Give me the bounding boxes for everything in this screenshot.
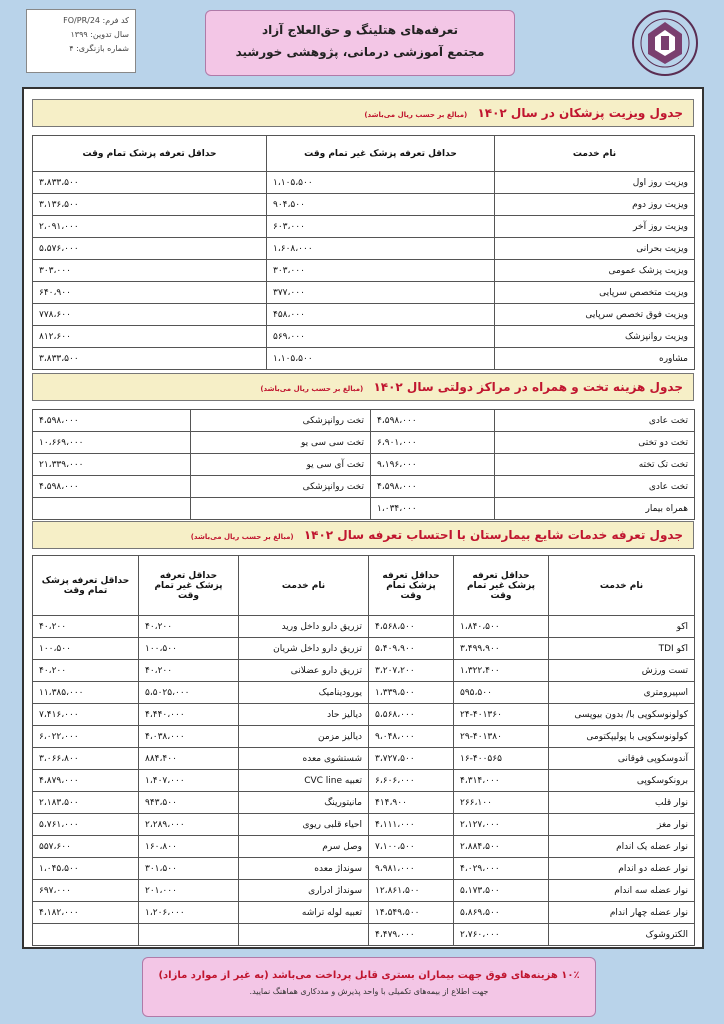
service-name-cell	[191, 498, 371, 520]
beds-rows	[33, 410, 695, 520]
service-name-cell: تخت دو تختی	[495, 432, 695, 454]
price-cell: ۴،۱۸۲،۰۰۰	[33, 902, 139, 924]
price-cell: ۳،۷۲۷،۵۰۰	[369, 748, 454, 770]
services-table	[32, 555, 695, 946]
visits-header-fulltime: حداقل تعرفه پزشک تمام وقت	[33, 136, 267, 172]
document-code-box	[26, 9, 136, 73]
price-cell: ۴۰،۲۰۰	[139, 660, 239, 682]
service-name-cell: اسپیرومتری	[549, 682, 695, 704]
price-cell: ۴،۵۹۸،۰۰۰	[371, 410, 495, 432]
price-cell: ۴،۵۹۸،۰۰۰	[33, 410, 191, 432]
price-cell: ۶،۰۲۲،۰۰۰	[33, 726, 139, 748]
price-cell: ۳،۰۶۶،۸۰۰	[33, 748, 139, 770]
price-cell: ۵۶۹،۰۰۰	[267, 326, 495, 348]
service-name-cell: ویزیت پزشک عمومی	[495, 260, 695, 282]
price-cell: ۵،۷۶۱،۰۰۰	[33, 814, 139, 836]
visits-header-service: نام خدمت	[495, 136, 695, 172]
table-row	[33, 498, 695, 520]
price-cell: ۴،۵۶۸،۵۰۰	[369, 616, 454, 638]
service-name-cell: برونکوسکوپی	[549, 770, 695, 792]
price-cell: ۴،۳۱۴،۰۰۰	[454, 770, 549, 792]
header-banner	[205, 10, 515, 76]
price-cell: ۱،۱۰۵،۵۰۰	[267, 348, 495, 370]
price-cell: ۴۵۸،۰۰۰	[267, 304, 495, 326]
price-cell: ۱،۱۰۵،۵۰۰	[267, 172, 495, 194]
service-name-cell: تخت سی سی یو	[191, 432, 371, 454]
price-cell: ۴،۰۲۹،۰۰۰	[454, 858, 549, 880]
price-cell: ۲۱،۳۳۹،۰۰۰	[33, 454, 191, 476]
price-cell: ۴،۱۱۱،۰۰۰	[369, 814, 454, 836]
price-cell: ۵،۱۷۳،۵۰۰	[454, 880, 549, 902]
service-name-cell: تخت عادی	[495, 476, 695, 498]
table-row	[33, 748, 695, 770]
service-name-cell: اکو TDI	[549, 638, 695, 660]
visits-note: (مبالغ بر حسب ریال می‌باشد)	[364, 111, 468, 119]
service-name-cell: نوار عضله دو اندام	[549, 858, 695, 880]
price-cell: ۲۴-۴۰۱۳۶۰	[454, 704, 549, 726]
price-cell: ۳،۸۳۳،۵۰۰	[33, 348, 267, 370]
service-name-cell: نوار عضله چهار اندام	[549, 902, 695, 924]
service-name-cell: تزریق دارو داخل ورید	[239, 616, 369, 638]
table-row	[33, 704, 695, 726]
price-cell: ۵۵۷،۶۰۰	[33, 836, 139, 858]
table-row	[33, 880, 695, 902]
beds-section-title	[32, 373, 694, 401]
table-row	[33, 172, 695, 194]
service-name-cell: مانیتورینگ	[239, 792, 369, 814]
price-cell: ۷۷۸،۶۰۰	[33, 304, 267, 326]
price-cell: ۲،۲۸۹،۰۰۰	[139, 814, 239, 836]
price-cell: ۱،۳۲۲،۴۰۰	[454, 660, 549, 682]
table-row	[33, 194, 695, 216]
price-cell: ۴،۰۳۸،۰۰۰	[139, 726, 239, 748]
table-row	[33, 770, 695, 792]
price-cell: ۱۰۰،۵۰۰	[33, 638, 139, 660]
services-title: جدول تعرفه خدمات شایع بیمارستان با احتساب تعرفه سال ۱۴۰۲	[303, 528, 683, 542]
service-name-cell: ویزیت روز اول	[495, 172, 695, 194]
price-cell: ۱،۰۳۴،۰۰۰	[371, 498, 495, 520]
service-name-cell: نوار عضله یک اندام	[549, 836, 695, 858]
service-name-cell: احیاء قلبی ریوی	[239, 814, 369, 836]
price-cell: ۲،۰۹۱،۰۰۰	[33, 216, 267, 238]
service-name-cell: اکو	[549, 616, 695, 638]
beds-note: (مبالغ بر حسب ریال می‌باشد)	[260, 385, 364, 393]
service-name-cell: شستشوی معده	[239, 748, 369, 770]
price-cell: ۳۷۷،۰۰۰	[267, 282, 495, 304]
service-name-cell: دیالیز مزمن	[239, 726, 369, 748]
service-name-cell: تخت عادی	[495, 410, 695, 432]
service-name-cell: ویزیت روانپزشک	[495, 326, 695, 348]
table-row	[33, 282, 695, 304]
price-cell: ۱۰،۶۶۹،۰۰۰	[33, 432, 191, 454]
services-header-parttime-b: حداقل تعرفه پزشک غیر تمام وقت	[139, 556, 239, 616]
service-name-cell: ویزیت روز آخر	[495, 216, 695, 238]
table-row	[33, 260, 695, 282]
price-cell: ۱۶-۴۰۰۵۶۵	[454, 748, 549, 770]
price-cell	[33, 924, 139, 946]
price-cell: ۶،۶۰۶،۰۰۰	[369, 770, 454, 792]
footer-note-box	[142, 957, 596, 1017]
price-cell: ۸۱۲،۶۰۰	[33, 326, 267, 348]
service-name-cell: الکتروشوک	[549, 924, 695, 946]
table-row	[33, 238, 695, 260]
service-name-cell: تعبیه CVC line	[239, 770, 369, 792]
service-name-cell: نوار مغز	[549, 814, 695, 836]
price-cell: ۹،۰۴۸،۰۰۰	[369, 726, 454, 748]
price-cell: ۶۹۷،۰۰۰	[33, 880, 139, 902]
services-section-title	[32, 521, 694, 549]
price-cell: ۵،۵۶۸،۰۰۰	[369, 704, 454, 726]
price-cell: ۴۰،۲۰۰	[139, 616, 239, 638]
service-name-cell: ویزیت فوق تخصص سرپایی	[495, 304, 695, 326]
service-name-cell: تخت آی سی یو	[191, 454, 371, 476]
services-note: (مبالغ بر حسب ریال می‌باشد)	[190, 533, 294, 541]
price-cell: ۴،۴۷۹،۰۰۰	[369, 924, 454, 946]
service-name-cell: تزریق دارو عضلانی	[239, 660, 369, 682]
header-subtitle: مجتمع آموزشی درمانی، پژوهشی خورشید	[235, 45, 485, 59]
visits-rows	[33, 172, 695, 370]
table-row	[33, 432, 695, 454]
services-header-service-a: نام خدمت	[549, 556, 695, 616]
visits-header-parttime: حداقل تعرفه پزشک غیر تمام وقت	[267, 136, 495, 172]
services-header-service-b: نام خدمت	[239, 556, 369, 616]
service-name-cell	[239, 924, 369, 946]
service-name-cell: نوار قلب	[549, 792, 695, 814]
service-name-cell: تخت روانپزشکی	[191, 476, 371, 498]
price-cell: ۱،۸۴۰،۵۰۰	[454, 616, 549, 638]
price-cell: ۲۶۶،۱۰۰	[454, 792, 549, 814]
price-cell: ۲،۸۸۴،۵۰۰	[454, 836, 549, 858]
price-cell: ۴۰،۲۰۰	[33, 660, 139, 682]
price-cell	[139, 924, 239, 946]
price-cell: ۱،۳۳۹،۵۰۰	[369, 682, 454, 704]
price-cell: ۳۰۳،۰۰۰	[33, 260, 267, 282]
table-row	[33, 476, 695, 498]
price-cell: ۹۰۴،۵۰۰	[267, 194, 495, 216]
price-cell: ۱۱،۳۸۵،۰۰۰	[33, 682, 139, 704]
service-name-cell: مشاوره	[495, 348, 695, 370]
service-name-cell: کولونوسکوپی با/ بدون بیوپسی	[549, 704, 695, 726]
price-cell: ۲،۷۶۰،۰۰۰	[454, 924, 549, 946]
price-cell: ۱۰۰،۵۰۰	[139, 638, 239, 660]
price-cell: ۳۰۱،۵۰۰	[139, 858, 239, 880]
price-cell: ۵،۵۰۲۵،۰۰۰	[139, 682, 239, 704]
service-name-cell: آندوسکوپی فوقانی	[549, 748, 695, 770]
service-name-cell: تست ورزش	[549, 660, 695, 682]
table-row	[33, 902, 695, 924]
price-cell: ۵۹۵،۵۰۰	[454, 682, 549, 704]
price-cell: ۴۱۴،۹۰۰	[369, 792, 454, 814]
service-name-cell: تخت تک تخته	[495, 454, 695, 476]
price-cell	[33, 498, 191, 520]
price-cell: ۱۴،۵۴۹،۵۰۰	[369, 902, 454, 924]
table-row	[33, 348, 695, 370]
table-row	[33, 304, 695, 326]
table-row	[33, 326, 695, 348]
price-cell: ۹،۹۸۱،۰۰۰	[369, 858, 454, 880]
beds-table	[32, 409, 695, 520]
visits-section-title	[32, 99, 694, 127]
services-rows	[33, 616, 695, 946]
price-cell: ۶۰۳،۰۰۰	[267, 216, 495, 238]
service-name-cell: سونداژ ادراری	[239, 880, 369, 902]
price-cell: ۵،۸۶۹،۵۰۰	[454, 902, 549, 924]
price-cell: ۵،۴۰۹،۹۰۰	[369, 638, 454, 660]
price-cell: ۵،۵۷۶،۰۰۰	[33, 238, 267, 260]
table-row	[33, 660, 695, 682]
price-cell: ۲،۱۲۷،۰۰۰	[454, 814, 549, 836]
service-name-cell: دیالیز حاد	[239, 704, 369, 726]
price-cell: ۸۸۴،۴۰۰	[139, 748, 239, 770]
form-code: FO/PR/24 :کد فرم	[63, 16, 129, 25]
price-cell: ۴،۵۹۸،۰۰۰	[33, 476, 191, 498]
form-revision: شماره بازنگری: ۴	[69, 44, 129, 53]
price-cell: ۹۴۳،۵۰۰	[139, 792, 239, 814]
price-cell: ۱۲،۸۶۱،۵۰۰	[369, 880, 454, 902]
form-year: سال تدوین: ۱۳۹۹	[70, 30, 129, 39]
table-row	[33, 216, 695, 238]
service-name-cell: تعبیه لوله تراشه	[239, 902, 369, 924]
price-cell: ۳،۸۳۳،۵۰۰	[33, 172, 267, 194]
price-cell: ۹،۱۹۶،۰۰۰	[371, 454, 495, 476]
price-cell: ۳۰۳،۰۰۰	[267, 260, 495, 282]
price-cell: ۱،۰۴۵،۵۰۰	[33, 858, 139, 880]
beds-title: جدول هزینه تخت و همراه در مراکز دولتی سال ۱۴۰۲	[373, 380, 683, 394]
price-cell: ۶،۹۰۱،۰۰۰	[371, 432, 495, 454]
footer-main-note: ۱۰٪ هزینه‌های فوق جهت بیماران بستری قابل پرداخت می‌باشد (به غیر از موارد مازاد)	[158, 970, 580, 981]
service-name-cell: تزریق دارو داخل شریان	[239, 638, 369, 660]
price-cell: ۴۰،۲۰۰	[33, 616, 139, 638]
price-cell: ۱۶۰،۸۰۰	[139, 836, 239, 858]
price-cell: ۲۰۱،۰۰۰	[139, 880, 239, 902]
price-cell: ۷،۱۰۰،۵۰۰	[369, 836, 454, 858]
table-row	[33, 814, 695, 836]
price-cell: ۳،۲۰۷،۲۰۰	[369, 660, 454, 682]
price-cell: ۴،۴۴۰،۰۰۰	[139, 704, 239, 726]
services-header-parttime-a: حداقل تعرفه پزشک غیر تمام وقت	[454, 556, 549, 616]
visits-title: جدول ویزیت پزشکان در سال ۱۴۰۲	[477, 106, 683, 120]
table-row	[33, 792, 695, 814]
price-cell: ۷،۴۱۶،۰۰۰	[33, 704, 139, 726]
main-content	[22, 87, 704, 949]
services-header-fulltime-b: حداقل تعرفه پزشک تمام وقت	[33, 556, 139, 616]
service-name-cell: کولونوسکوپی با پولیپکتومی	[549, 726, 695, 748]
price-cell: ۱،۴۰۷،۰۰۰	[139, 770, 239, 792]
price-cell: ۳،۴۹۹،۹۰۰	[454, 638, 549, 660]
visits-table	[32, 135, 695, 370]
price-cell: ۱،۲۰۶،۰۰۰	[139, 902, 239, 924]
table-row	[33, 858, 695, 880]
table-row	[33, 836, 695, 858]
header-title: تعرفه‌های هتلینگ و حق‌العلاج آزاد	[262, 23, 458, 37]
service-name-cell: همراه بیمار	[495, 498, 695, 520]
price-cell: ۴،۸۷۹،۰۰۰	[33, 770, 139, 792]
price-cell: ۱،۶۰۸،۰۰۰	[267, 238, 495, 260]
service-name-cell: ویزیت بحرانی	[495, 238, 695, 260]
table-row	[33, 616, 695, 638]
service-name-cell: تخت روانپزشکی	[191, 410, 371, 432]
service-name-cell: ویزیت روز دوم	[495, 194, 695, 216]
price-cell: ۶۴۰،۹۰۰	[33, 282, 267, 304]
table-row	[33, 410, 695, 432]
service-name-cell: سونداژ معده	[239, 858, 369, 880]
service-name-cell: یورودینامیک	[239, 682, 369, 704]
price-cell: ۲،۱۸۳،۵۰۰	[33, 792, 139, 814]
table-row	[33, 638, 695, 660]
price-cell: ۳،۱۳۶،۵۰۰	[33, 194, 267, 216]
service-name-cell: نوار عضله سه اندام	[549, 880, 695, 902]
service-name-cell: وصل سرم	[239, 836, 369, 858]
table-row	[33, 726, 695, 748]
table-row	[33, 682, 695, 704]
price-cell: ۲۹-۴۰۱۳۸۰	[454, 726, 549, 748]
price-cell: ۴،۵۹۸،۰۰۰	[371, 476, 495, 498]
services-header-fulltime-a: حداقل تعرفه پزشک تمام وقت	[369, 556, 454, 616]
footer-sub-note: جهت اطلاع از بیمه‌های تکمیلی با واحد پذیرش و مددکاری هماهنگ نمایید.	[249, 987, 489, 996]
table-row	[33, 924, 695, 946]
hospital-logo	[630, 8, 700, 78]
table-row	[33, 454, 695, 476]
service-name-cell: ویزیت متخصص سرپایی	[495, 282, 695, 304]
